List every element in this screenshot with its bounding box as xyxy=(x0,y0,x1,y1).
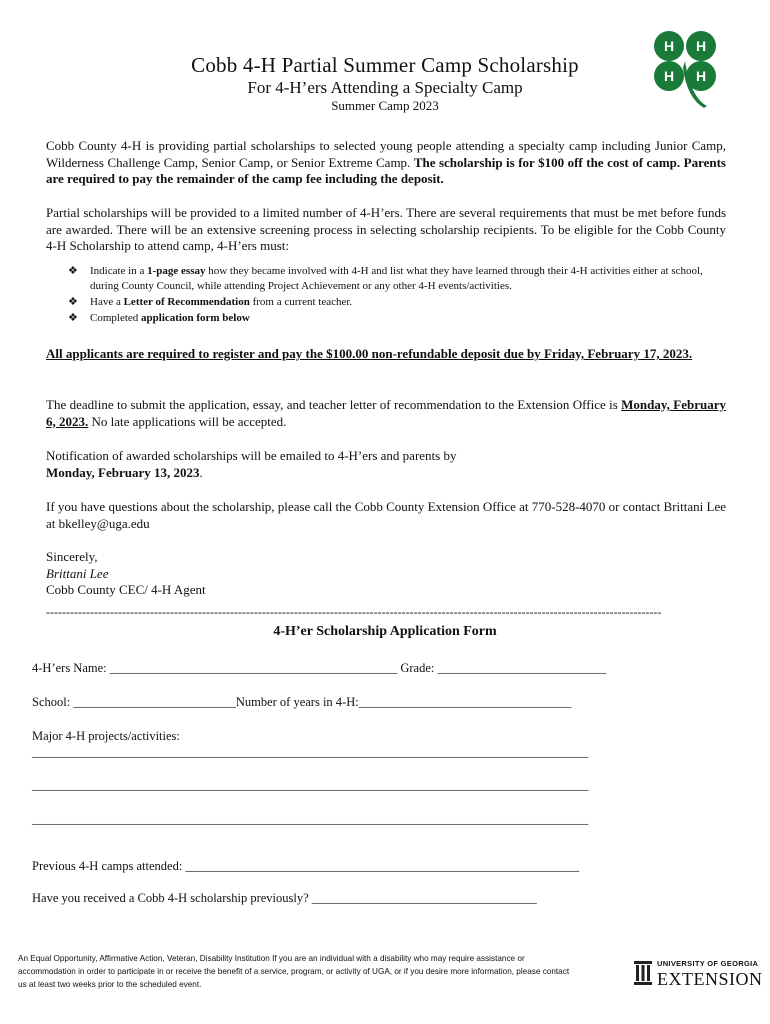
cut-divider: ---------------------------------------------------------------------------------------------------------------------------------------------------------- xyxy=(46,605,662,619)
uga-arch-icon xyxy=(633,959,653,987)
footer-disclaimer: An Equal Opportunity, Affirmative Action, Veteran, Disability Institution If you are an individual with a disability who may require assistance or accommodation in order to participate in or receive the benefit of a service, program, or activity of UGA, or if you desire more information, please contact us at least two weeks prior to the scheduled event. xyxy=(18,954,570,989)
intro-bold: The scholarship is for $100 off the cost of camp. Parents are required to pay the remainder of the camp fee including the deposit. xyxy=(46,154,726,186)
questions-paragraph: If you have questions about the scholarship, please call the Cobb County Extension Office at 770-528-4070 or contact Brittani Lee at bkelley@uga.edu xyxy=(46,499,726,531)
signature-block xyxy=(46,549,726,599)
intro-paragraph: Cobb County 4-H is providing partial scholarships to selected young people attending a specialty camp including Junior Camp, Wilderness Challenge Camp, Senior Camp, or Senior Extreme Camp. The scholarship is for $100 off the cost of camp. Parents are required to pay the remainder of the camp fee including the deposit. xyxy=(46,138,726,186)
requirements-paragraph: Partial scholarships will be provided to a limited number of 4-H’ers. There are several requirements that must be met before funds are awarded. There will be an extensive screening process in selecting scholarship recipients. To be eligible for the Cobb County 4-H Scholarship to attend camp, 4-H’ers must: xyxy=(46,205,726,253)
svg-text:H: H xyxy=(695,38,707,54)
deposit-notice: All applicants are required to register and pay the $100.00 non-refundable deposit due by Friday, February 17, 2023. xyxy=(46,346,693,361)
bullet-diamond-icon: ❖ xyxy=(68,296,78,308)
bullet-diamond-icon: ❖ xyxy=(68,312,78,324)
deadline-paragraph: The deadline to submit the application, essay, and teacher letter of recommendation to the Extension Office is Monday, February 6, 2023. No late applications will be accepted. xyxy=(46,397,726,429)
svg-text:H: H xyxy=(663,38,675,54)
svg-text:H: H xyxy=(663,68,675,84)
uga-extension-text: EXTENSION xyxy=(657,969,763,989)
notification-paragraph: Notification of awarded scholarships will be emailed to 4-H’ers and parents by Monday, February 13, 2023. xyxy=(46,448,457,480)
projects-line-3[interactable]: _________________________________________________________________________________________ xyxy=(32,812,589,826)
name-grade-field[interactable]: 4-H’ers Name: ______________________________________________ Grade: ___________________________ xyxy=(32,661,607,675)
closing: Sincerely, xyxy=(46,549,98,564)
4-h-clover-icon xyxy=(647,28,723,110)
projects-line-2[interactable]: _________________________________________________________________________________________ xyxy=(32,778,589,792)
signer-role: Cobb County CEC/ 4-H Agent xyxy=(46,582,206,597)
page-subtitle: For 4-H’ers Attending a Specialty Camp xyxy=(247,78,523,97)
projects-label: Major 4-H projects/activities: xyxy=(32,729,180,743)
page-title: Cobb 4-H Partial Summer Camp Scholarship xyxy=(191,53,579,77)
school-years-field[interactable]: School: __________________________Number of years in 4-H:__________________________________ xyxy=(32,695,572,709)
signer-name: Brittani Lee xyxy=(46,565,109,581)
form-title: 4-H’er Scholarship Application Form xyxy=(273,624,497,639)
uga-extension-logo xyxy=(633,957,763,991)
previous-scholarship-field[interactable]: Have you received a Cobb 4-H scholarship previously? ____________________________________ xyxy=(32,891,537,905)
svg-text:H: H xyxy=(695,68,707,84)
projects-line-1[interactable]: _________________________________________________________________________________________ xyxy=(32,745,589,759)
uga-name: UNIVERSITY OF GEORGIA xyxy=(657,959,759,968)
previous-camps-field[interactable]: Previous 4-H camps attended: _______________________________________________________________ xyxy=(32,859,580,873)
bullet-diamond-icon: ❖ xyxy=(68,265,78,277)
camp-year: Summer Camp 2023 xyxy=(331,98,439,113)
